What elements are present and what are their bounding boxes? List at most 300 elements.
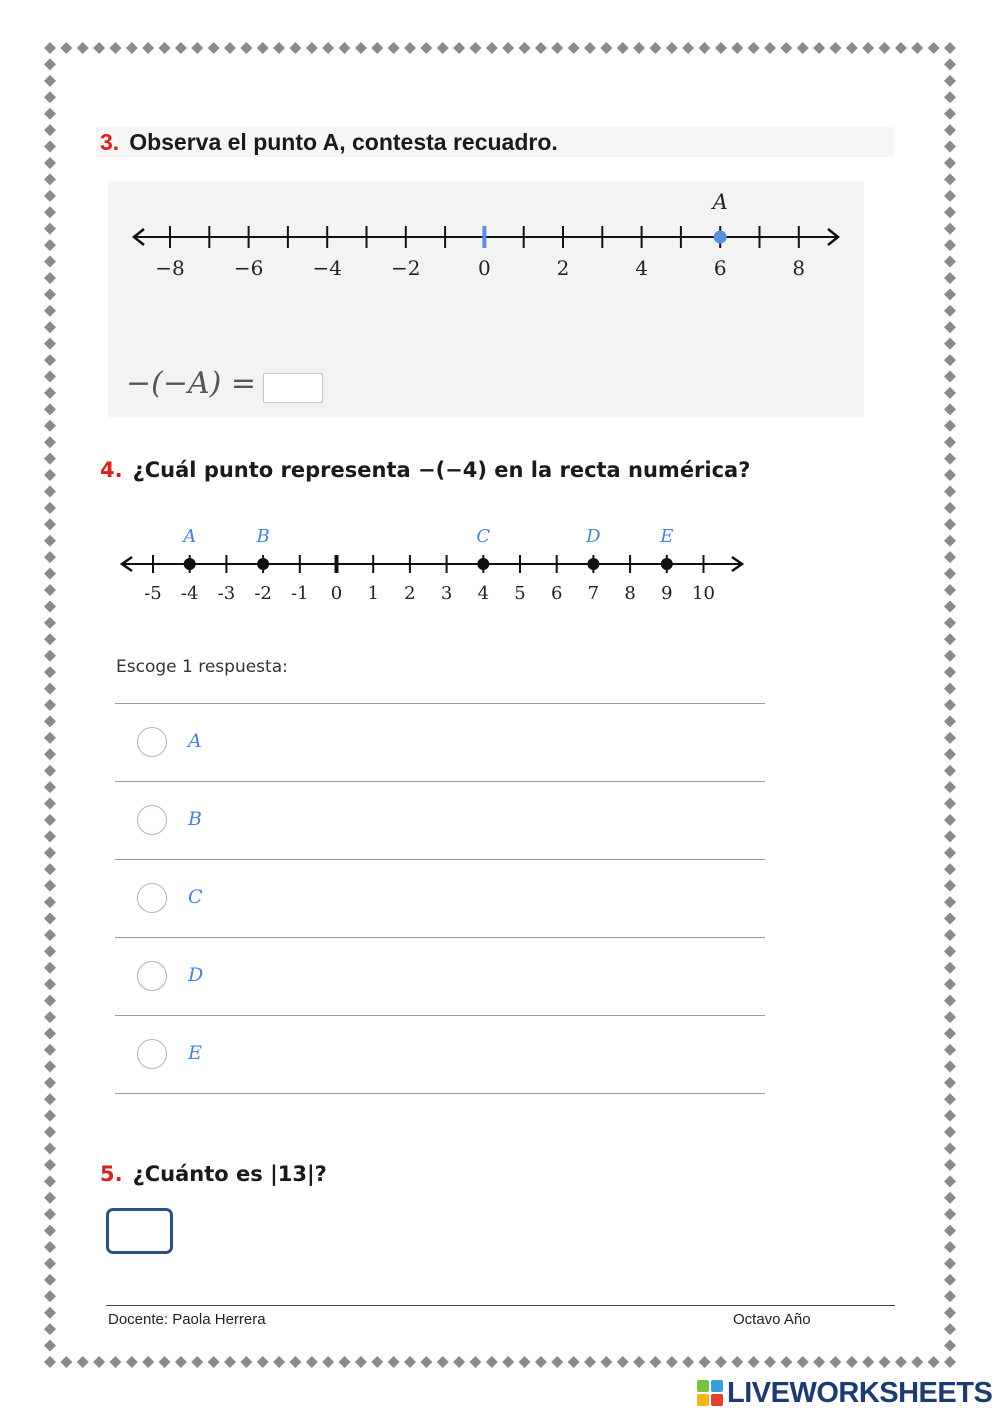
border-diamond [944, 699, 956, 711]
border-diamond [699, 42, 711, 54]
option-a-label: A [188, 730, 202, 752]
border-diamond [44, 650, 56, 662]
border-diamond [159, 1356, 171, 1368]
border-diamond [44, 699, 56, 711]
border-diamond [715, 1356, 727, 1368]
border-diamond [944, 568, 956, 580]
border-diamond [928, 1356, 940, 1368]
border-diamond [44, 403, 56, 415]
border-diamond [126, 42, 138, 54]
border-diamond [109, 1356, 121, 1368]
border-diamond [944, 1011, 956, 1023]
border-diamond [44, 502, 56, 514]
border-diamond [944, 633, 956, 645]
border-diamond [944, 715, 956, 727]
border-diamond [944, 814, 956, 826]
border-diamond [797, 42, 809, 54]
border-diamond [944, 551, 956, 563]
border-diamond [944, 913, 956, 925]
border-diamond [600, 1356, 612, 1368]
border-diamond [44, 732, 56, 744]
border-diamond [44, 863, 56, 875]
border-diamond [944, 929, 956, 941]
option-c[interactable] [115, 860, 765, 938]
border-diamond [944, 896, 956, 908]
border-diamond [191, 42, 203, 54]
border-diamond [944, 436, 956, 448]
border-diamond [404, 1356, 416, 1368]
border-diamond [44, 1060, 56, 1072]
border-diamond [93, 1356, 105, 1368]
border-diamond [944, 108, 956, 120]
border-diamond [44, 223, 56, 235]
border-diamond [44, 962, 56, 974]
border-diamond [879, 42, 891, 54]
border-diamond [568, 1356, 580, 1368]
question-4-text: ¿Cuál punto representa −(−4) en la recta numérica? [132, 458, 751, 482]
border-diamond [862, 1356, 874, 1368]
border-diamond [846, 1356, 858, 1368]
border-diamond [44, 1175, 56, 1187]
border-diamond [77, 42, 89, 54]
border-diamond [944, 798, 956, 810]
answer-input-q3[interactable] [263, 373, 323, 403]
question-4-number: 4. [100, 458, 123, 482]
border-diamond [944, 190, 956, 202]
point-label-e: E [660, 526, 674, 547]
border-diamond [944, 420, 956, 432]
border-diamond [44, 1159, 56, 1171]
border-diamond [944, 617, 956, 629]
border-diamond [633, 42, 645, 54]
border-diamond [44, 814, 56, 826]
border-diamond [175, 1356, 187, 1368]
border-diamond [649, 42, 661, 54]
border-diamond [944, 748, 956, 760]
border-diamond [895, 1356, 907, 1368]
tick-label: 0 [478, 256, 491, 280]
border-diamond [944, 732, 956, 744]
border-diamond [44, 715, 56, 727]
border-diamond [519, 42, 531, 54]
border-diamond [944, 206, 956, 218]
border-diamond [322, 42, 334, 54]
question-5-text: ¿Cuánto es |13|? [132, 1162, 327, 1186]
border-diamond [404, 42, 416, 54]
border-diamond [797, 1356, 809, 1368]
border-diamond [944, 1340, 956, 1352]
point-label-d: D [586, 526, 601, 547]
border-diamond [44, 880, 56, 892]
border-diamond [944, 453, 956, 465]
border-diamond [944, 75, 956, 87]
border-diamond [911, 42, 923, 54]
border-diamond [453, 1356, 465, 1368]
number-line-q4 [110, 515, 760, 615]
border-diamond [944, 962, 956, 974]
border-diamond [437, 42, 449, 54]
border-diamond [44, 42, 56, 54]
radio-button-e[interactable] [137, 1039, 167, 1069]
border-diamond [944, 502, 956, 514]
border-diamond [44, 929, 56, 941]
border-diamond [44, 321, 56, 333]
border-diamond [764, 42, 776, 54]
border-diamond [944, 354, 956, 366]
border-diamond [44, 453, 56, 465]
grade-label: Octavo Año [733, 1311, 811, 1328]
border-diamond [633, 1356, 645, 1368]
tick-label: 10 [692, 583, 715, 604]
border-diamond [944, 272, 956, 284]
border-diamond [44, 354, 56, 366]
border-diamond [944, 584, 956, 596]
border-diamond [944, 535, 956, 547]
border-diamond [895, 42, 907, 54]
logo-mark-icon [697, 1380, 723, 1406]
border-diamond [44, 75, 56, 87]
border-diamond [519, 1356, 531, 1368]
border-diamond [944, 305, 956, 317]
border-diamond [486, 42, 498, 54]
border-diamond [829, 42, 841, 54]
border-diamond [388, 42, 400, 54]
border-diamond [944, 1110, 956, 1122]
border-diamond [829, 1356, 841, 1368]
tick-label: -4 [180, 583, 199, 604]
border-diamond [911, 1356, 923, 1368]
border-diamond [208, 1356, 220, 1368]
question-3-heading [96, 127, 894, 157]
border-diamond [339, 1356, 351, 1368]
border-diamond [159, 42, 171, 54]
border-diamond [682, 42, 694, 54]
border-diamond [944, 995, 956, 1007]
radio-button-b[interactable] [137, 805, 167, 835]
border-diamond [731, 42, 743, 54]
border-diamond [44, 913, 56, 925]
border-diamond [944, 256, 956, 268]
border-diamond [944, 1274, 956, 1286]
border-diamond [371, 1356, 383, 1368]
tick-label: 6 [550, 583, 563, 604]
border-diamond [388, 1356, 400, 1368]
border-diamond [944, 1060, 956, 1072]
border-diamond [273, 1356, 285, 1368]
border-diamond [666, 1356, 678, 1368]
tick-label: 8 [792, 256, 806, 280]
border-diamond [944, 600, 956, 612]
tick-label: -2 [254, 583, 272, 604]
border-diamond [257, 42, 269, 54]
tick-label: −2 [391, 256, 421, 280]
border-diamond [862, 42, 874, 54]
border-diamond [44, 1093, 56, 1105]
point-a-marker [714, 231, 727, 244]
option-b[interactable] [115, 782, 765, 860]
tick-label: 4 [635, 256, 648, 280]
border-diamond [191, 1356, 203, 1368]
border-diamond [44, 239, 56, 251]
border-diamond [535, 1356, 547, 1368]
border-diamond [44, 436, 56, 448]
border-diamond [44, 124, 56, 136]
border-diamond [944, 1241, 956, 1253]
radio-button-a[interactable] [137, 727, 167, 757]
tick-label: -3 [217, 583, 236, 604]
border-diamond [944, 978, 956, 990]
border-diamond [44, 91, 56, 103]
border-diamond [944, 945, 956, 957]
option-e-label: E [188, 1042, 202, 1064]
border-diamond [944, 58, 956, 70]
border-diamond [44, 141, 56, 153]
border-diamond [748, 1356, 760, 1368]
border-diamond [928, 42, 940, 54]
border-diamond [44, 371, 56, 383]
border-diamond [44, 1356, 56, 1368]
border-diamond [551, 42, 563, 54]
tick-label: 6 [713, 256, 727, 280]
border-diamond [617, 42, 629, 54]
border-diamond [944, 321, 956, 333]
border-diamond [944, 469, 956, 481]
border-diamond [944, 1307, 956, 1319]
border-diamond [617, 1356, 629, 1368]
border-diamond [44, 420, 56, 432]
border-diamond [44, 1290, 56, 1302]
point-marker-d [587, 558, 599, 570]
border-diamond [44, 633, 56, 645]
border-diamond [306, 1356, 318, 1368]
border-diamond [44, 568, 56, 580]
answer-options [115, 703, 765, 1094]
border-diamond [44, 1126, 56, 1138]
option-e[interactable] [115, 1016, 765, 1094]
border-diamond [44, 830, 56, 842]
border-diamond [224, 42, 236, 54]
border-diamond [944, 387, 956, 399]
question-3-text: Observa el punto A, contesta recuadro. [129, 129, 558, 155]
border-diamond [944, 666, 956, 678]
border-diamond [420, 42, 432, 54]
border-diamond [289, 42, 301, 54]
border-diamond [944, 518, 956, 530]
border-diamond [44, 798, 56, 810]
tick-label: 9 [661, 583, 673, 604]
border-diamond [944, 288, 956, 300]
border-diamond [699, 1356, 711, 1368]
border-diamond [813, 1356, 825, 1368]
border-diamond [437, 1356, 449, 1368]
option-c-label: C [188, 886, 203, 908]
tick-label: -1 [291, 583, 309, 604]
border-diamond [109, 42, 121, 54]
border-diamond [44, 584, 56, 596]
border-diamond [748, 42, 760, 54]
border-diamond [944, 223, 956, 235]
point-marker-c [477, 558, 489, 570]
border-diamond [944, 1323, 956, 1335]
border-diamond [944, 765, 956, 777]
tick-label: −8 [155, 256, 185, 280]
border-diamond [44, 272, 56, 284]
border-diamond [44, 666, 56, 678]
footer-divider [106, 1305, 895, 1306]
border-diamond [731, 1356, 743, 1368]
border-diamond [469, 1356, 481, 1368]
point-marker-b [257, 558, 269, 570]
answer-input-q5[interactable] [106, 1208, 173, 1254]
border-diamond [93, 42, 105, 54]
question-4-heading [100, 458, 750, 482]
border-diamond [44, 173, 56, 185]
border-diamond [44, 1028, 56, 1040]
border-diamond [780, 42, 792, 54]
border-diamond [44, 305, 56, 317]
border-diamond [944, 781, 956, 793]
border-diamond [44, 535, 56, 547]
border-diamond [44, 1208, 56, 1220]
border-diamond [944, 1290, 956, 1302]
border-diamond [60, 1356, 72, 1368]
border-diamond [44, 896, 56, 908]
border-diamond [764, 1356, 776, 1368]
border-diamond [44, 1110, 56, 1122]
border-diamond [142, 1356, 154, 1368]
border-diamond [944, 157, 956, 169]
option-b-label: B [188, 808, 202, 830]
tick-label: 8 [624, 583, 636, 604]
radio-button-c[interactable] [137, 883, 167, 913]
border-diamond [44, 256, 56, 268]
border-diamond [551, 1356, 563, 1368]
border-diamond [44, 1257, 56, 1269]
border-diamond [944, 847, 956, 859]
border-diamond [944, 1126, 956, 1138]
border-diamond [44, 978, 56, 990]
border-diamond [944, 403, 956, 415]
border-diamond [60, 42, 72, 54]
question-5-heading [100, 1162, 327, 1186]
border-diamond [682, 1356, 694, 1368]
equation-label: −(−A) = [126, 366, 257, 401]
border-diamond [44, 1274, 56, 1286]
question-3-panel [108, 181, 864, 417]
border-diamond [944, 371, 956, 383]
border-diamond [44, 485, 56, 497]
border-diamond [944, 173, 956, 185]
border-diamond [535, 42, 547, 54]
border-diamond [355, 42, 367, 54]
border-diamond [584, 42, 596, 54]
border-diamond [944, 1356, 956, 1368]
point-a-label: A [712, 190, 728, 214]
border-diamond [44, 1011, 56, 1023]
option-a[interactable] [115, 704, 765, 782]
tick-label: 3 [440, 583, 453, 604]
point-label-a: A [183, 526, 197, 547]
border-diamond [944, 1028, 956, 1040]
border-diamond [273, 42, 285, 54]
border-diamond [600, 42, 612, 54]
border-diamond [944, 1192, 956, 1204]
border-diamond [584, 1356, 596, 1368]
border-diamond [44, 683, 56, 695]
border-diamond [44, 781, 56, 793]
border-diamond [44, 469, 56, 481]
tick-label: -5 [144, 583, 162, 604]
border-diamond [944, 650, 956, 662]
border-diamond [944, 42, 956, 54]
tick-label: 5 [514, 583, 526, 604]
tick-label: 2 [404, 583, 416, 604]
border-diamond [44, 1142, 56, 1154]
border-diamond [240, 42, 252, 54]
tick-label: 0 [330, 583, 343, 604]
border-diamond [944, 880, 956, 892]
border-diamond [568, 42, 580, 54]
point-marker-a [184, 558, 196, 570]
point-marker-e [661, 558, 673, 570]
border-diamond [44, 1044, 56, 1056]
border-diamond [469, 42, 481, 54]
border-diamond [944, 338, 956, 350]
radio-button-d[interactable] [137, 961, 167, 991]
border-diamond [224, 1356, 236, 1368]
border-diamond [44, 108, 56, 120]
border-diamond [339, 42, 351, 54]
border-diamond [813, 42, 825, 54]
tick-label: 1 [367, 583, 379, 604]
border-diamond [44, 1241, 56, 1253]
border-diamond [44, 190, 56, 202]
border-diamond [44, 995, 56, 1007]
border-diamond [944, 683, 956, 695]
border-diamond [44, 288, 56, 300]
border-diamond [175, 42, 187, 54]
border-diamond [780, 1356, 792, 1368]
option-d[interactable] [115, 938, 765, 1016]
border-diamond [502, 42, 514, 54]
border-diamond [142, 42, 154, 54]
tick-label: 7 [587, 583, 600, 604]
border-diamond [944, 1225, 956, 1237]
liveworksheets-logo [697, 1377, 992, 1409]
border-diamond [322, 1356, 334, 1368]
border-diamond [44, 600, 56, 612]
tick-label: −6 [233, 256, 264, 280]
border-diamond [944, 1142, 956, 1154]
border-diamond [44, 1323, 56, 1335]
option-d-label: D [188, 964, 204, 986]
border-diamond [944, 1175, 956, 1187]
border-diamond [44, 1340, 56, 1352]
border-diamond [44, 338, 56, 350]
point-label-c: C [476, 526, 491, 547]
border-diamond [208, 42, 220, 54]
teacher-name: Docente: Paola Herrera [108, 1311, 266, 1328]
border-diamond [44, 617, 56, 629]
border-diamond [126, 1356, 138, 1368]
border-diamond [371, 42, 383, 54]
tick-label: 2 [556, 256, 570, 280]
border-diamond [44, 206, 56, 218]
border-diamond [944, 1159, 956, 1171]
border-diamond [944, 141, 956, 153]
border-diamond [257, 1356, 269, 1368]
border-diamond [879, 1356, 891, 1368]
